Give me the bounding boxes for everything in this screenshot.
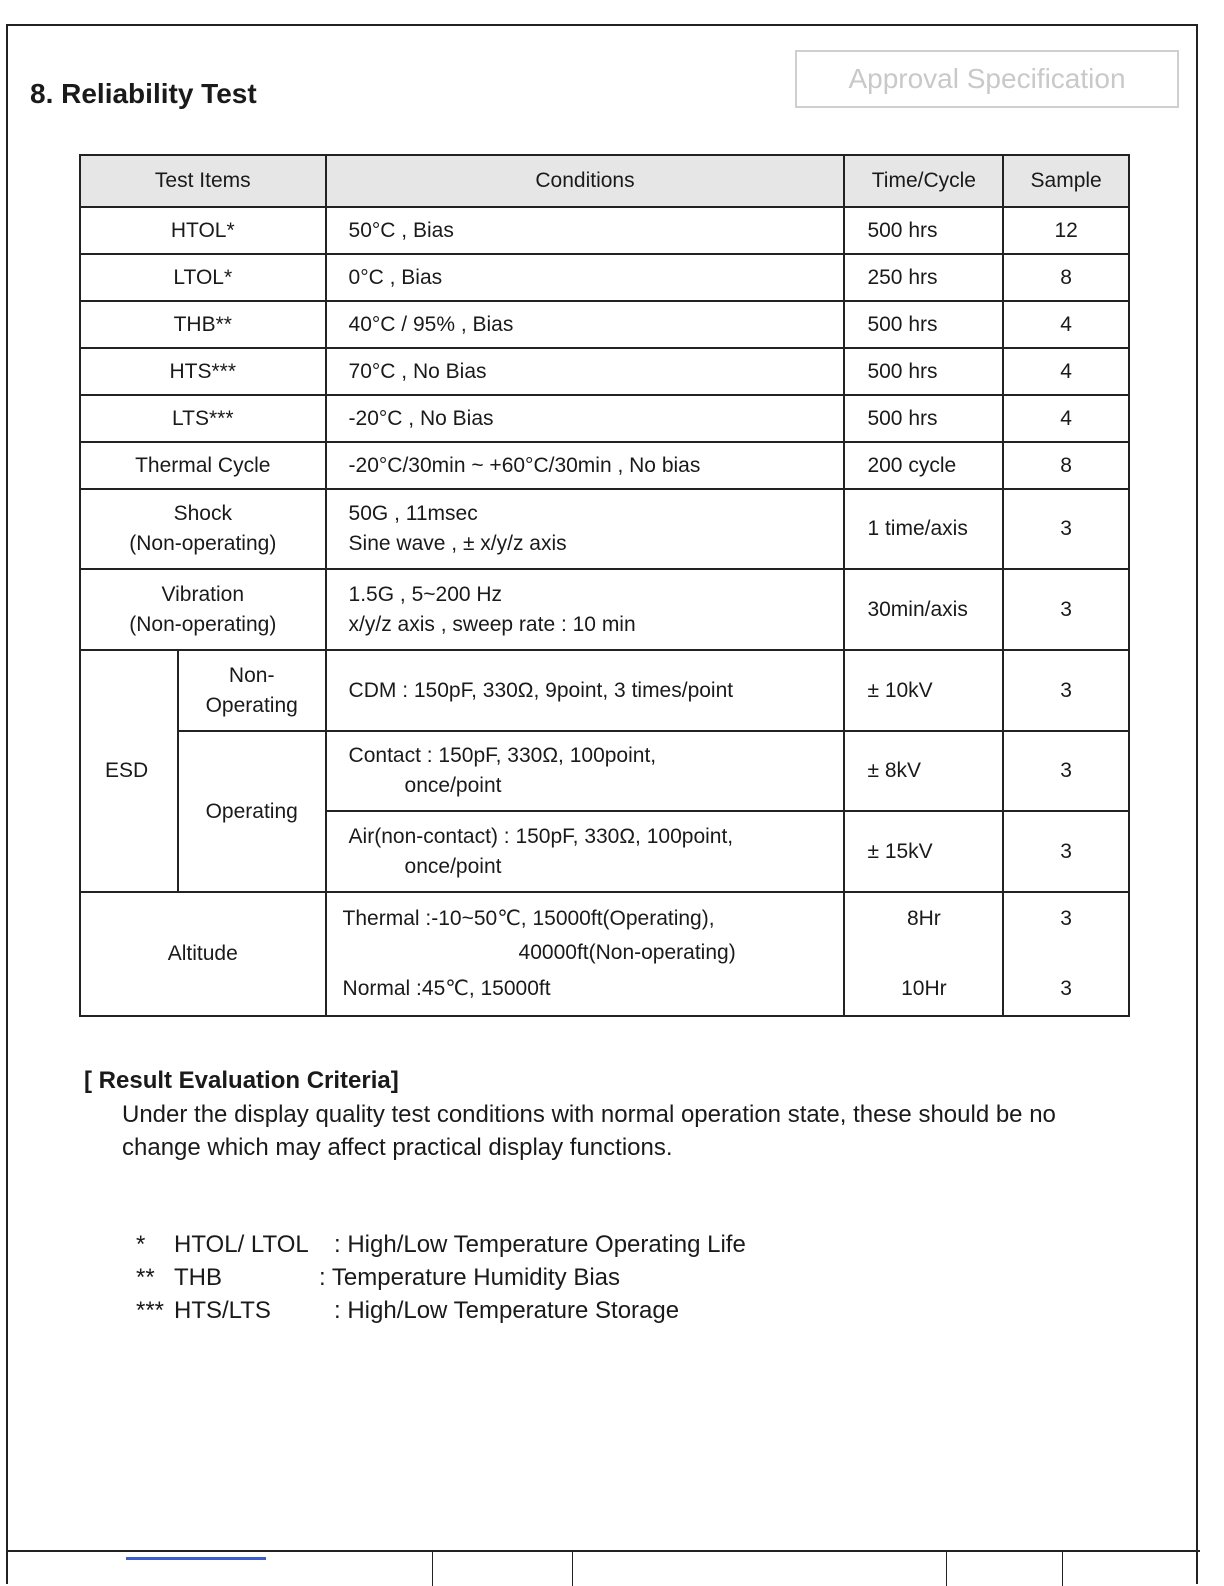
air-condition-line: Air(non-contact) : 150pF, 330Ω, 100point,	[348, 824, 734, 848]
time-cycle: 30min/axis	[844, 569, 1003, 650]
vibration-label: Vibration	[161, 582, 245, 606]
footnote-mark: **	[136, 1264, 155, 1291]
non-operating-line: Non-	[228, 663, 275, 687]
table-row	[80, 442, 1129, 489]
shock-condition-line: Sine wave , ± x/y/z axis	[348, 532, 567, 555]
condition: 0°C , Bias	[326, 254, 845, 301]
condition: -20°C , No Bias	[326, 395, 845, 442]
air-condition-line: once/point	[404, 854, 502, 878]
sample: 4	[1003, 395, 1129, 442]
condition-vibration	[326, 569, 845, 650]
footnote-item	[136, 1228, 746, 1261]
footer-tick	[572, 1552, 573, 1586]
footer-link-bar	[126, 1557, 266, 1560]
time-cycle: ± 15kV	[844, 811, 1003, 892]
contact-condition-line: Contact : 150pF, 330Ω, 100point,	[348, 744, 657, 767]
altitude-thermal-sample: 3	[1060, 907, 1072, 930]
esd-label: ESD	[80, 650, 178, 892]
footnote-mark: *	[136, 1231, 146, 1258]
footer-tick	[946, 1552, 947, 1586]
shock-condition-line: 50G , 11msec	[348, 502, 478, 525]
altitude-thermal-line: Thermal :-10~50℃, 15000ft(Operating),	[342, 907, 715, 930]
time-cycle: 250 hrs	[844, 254, 1003, 301]
test-item: THB**	[80, 301, 326, 348]
table-row	[80, 254, 1129, 301]
test-item: Thermal Cycle	[80, 442, 326, 489]
reliability-table	[79, 154, 1130, 1017]
table-row	[80, 301, 1129, 348]
contact-condition-line: once/point	[404, 774, 502, 797]
sample: 3	[1003, 489, 1129, 569]
vibration-sublabel: (Non-operating)	[129, 612, 277, 636]
time-cycle: 1 time/axis	[844, 489, 1003, 569]
altitude-label: Altitude	[80, 892, 326, 1016]
esd-operating: Operating	[178, 731, 326, 892]
altitude-sample	[1003, 892, 1129, 1016]
altitude-normal-sample: 3	[1060, 977, 1072, 1000]
condition-shock	[326, 489, 845, 569]
test-item-shock	[80, 489, 326, 569]
sample: 8	[1003, 442, 1129, 489]
sample: 3	[1003, 811, 1129, 892]
condition-contact	[326, 731, 845, 811]
approval-stamp: Approval Specification	[795, 50, 1179, 108]
table-row-esd-contact	[80, 731, 1129, 811]
footnote-item	[136, 1261, 746, 1294]
sample: 4	[1003, 301, 1129, 348]
table-row-shock	[80, 489, 1129, 569]
altitude-thermal-line: 40000ft(Non-operating)	[518, 941, 736, 964]
header-test-items: Test Items	[80, 155, 326, 207]
test-item: HTOL*	[80, 207, 326, 254]
header-time-cycle: Time/Cycle	[844, 155, 1003, 207]
condition-cdm: CDM : 150pF, 330Ω, 9point, 3 times/point	[326, 650, 845, 731]
table-row	[80, 348, 1129, 395]
esd-non-operating	[178, 650, 326, 731]
sample: 3	[1003, 569, 1129, 650]
footer-rule	[6, 1550, 1200, 1552]
condition-air	[326, 811, 845, 892]
time-cycle: 200 cycle	[844, 442, 1003, 489]
sample: 4	[1003, 348, 1129, 395]
criteria-body: Under the display quality test conditions with normal operation state, these should be no change which may affect practical display functions.	[122, 1101, 1056, 1161]
test-item-vibration	[80, 569, 326, 650]
footnote-term: HTOL/ LTOL	[174, 1231, 309, 1258]
condition: 40°C / 95% , Bias	[326, 301, 845, 348]
condition: 50°C , Bias	[326, 207, 845, 254]
table-row-vibration	[80, 569, 1129, 650]
table-row-esd-cdm	[80, 650, 1129, 731]
altitude-normal-line: Normal :45℃, 15000ft	[342, 977, 551, 1000]
footnote-term: HTS/LTS	[174, 1297, 271, 1324]
footnote-term: THB	[174, 1264, 222, 1291]
shock-label: Shock	[173, 502, 232, 525]
sample: 8	[1003, 254, 1129, 301]
altitude-time	[844, 892, 1003, 1016]
footnotes	[136, 1228, 746, 1327]
time-cycle: ± 8kV	[844, 731, 1003, 811]
vibration-condition-line: 1.5G , 5~200 Hz	[348, 582, 503, 606]
footnote-desc: : High/Low Temperature Storage	[334, 1297, 680, 1324]
test-item: HTS***	[80, 348, 326, 395]
vibration-condition-line: x/y/z axis , sweep rate : 10 min	[348, 612, 636, 636]
altitude-normal-time: 10Hr	[901, 977, 947, 1000]
header-sample: Sample	[1003, 155, 1129, 207]
time-cycle: 500 hrs	[844, 301, 1003, 348]
footer-tick	[1062, 1552, 1063, 1586]
table-row	[80, 395, 1129, 442]
criteria-title: [ Result Evaluation Criteria]	[84, 1067, 399, 1094]
footnote-desc: : Temperature Humidity Bias	[319, 1264, 621, 1291]
header-conditions: Conditions	[326, 155, 845, 207]
altitude-thermal-time: 8Hr	[906, 907, 941, 930]
section-title: 8. Reliability Test	[30, 78, 257, 109]
time-cycle: 500 hrs	[844, 348, 1003, 395]
sample: 3	[1003, 650, 1129, 731]
sample: 12	[1003, 207, 1129, 254]
shock-sublabel: (Non-operating)	[129, 532, 277, 555]
table-row	[80, 207, 1129, 254]
sample: 3	[1003, 731, 1129, 811]
condition: 70°C , No Bias	[326, 348, 845, 395]
footnote-desc: : High/Low Temperature Operating Life	[334, 1231, 746, 1258]
time-cycle: 500 hrs	[844, 395, 1003, 442]
test-item: LTOL*	[80, 254, 326, 301]
non-operating-line: Operating	[205, 693, 298, 717]
time-cycle: ± 10kV	[844, 650, 1003, 731]
condition: -20°C/30min ~ +60°C/30min , No bias	[326, 442, 845, 489]
table-header-row	[80, 155, 1129, 207]
footnote-item	[136, 1294, 746, 1327]
condition-altitude	[326, 892, 845, 1016]
table-row-altitude	[80, 892, 1129, 1016]
time-cycle: 500 hrs	[844, 207, 1003, 254]
footer-tick	[432, 1552, 433, 1586]
footnote-mark: ***	[136, 1297, 165, 1324]
test-item: LTS***	[80, 395, 326, 442]
